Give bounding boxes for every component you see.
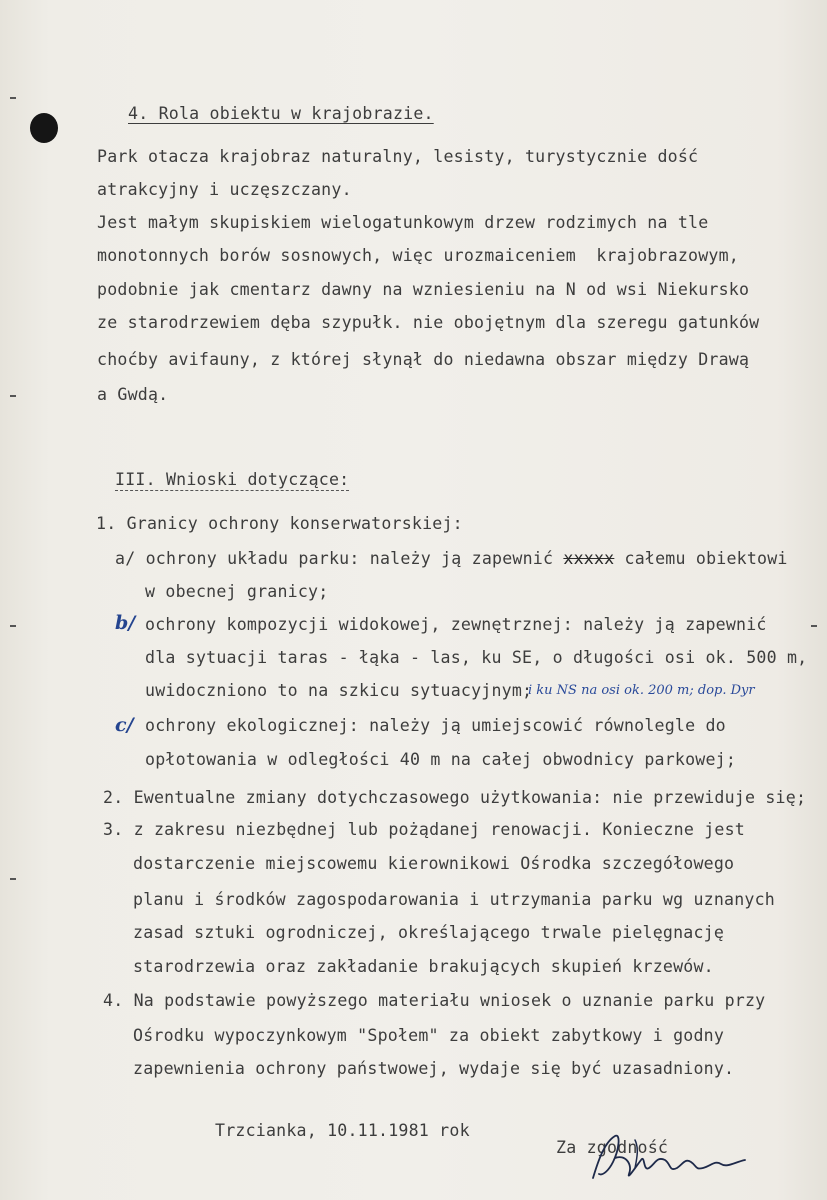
- za-zgodnosc-label: Za zgodność: [556, 1138, 669, 1157]
- item-3-line: planu i środków zagospodarowania i utrzymania parku wg uznanych: [133, 890, 775, 909]
- handwritten-addition: i ku NS na osi ok. 200 m; dop. Dyr: [528, 683, 755, 698]
- item-4-line: 4. Na podstawie powyższego materiału wniosek o uznanie parku przy: [103, 991, 766, 1010]
- item-4-line: zapewnienia ochrony państwowej, wydaje się być uzasadniony.: [133, 1059, 735, 1078]
- item-3-line: dostarczenie miejscowemu kierownikowi Ośrodka szczegółowego: [133, 854, 735, 873]
- item-4-line: Ośrodku wypoczynkowym "Społem" za obiekt zabytkowy i godny: [133, 1026, 725, 1045]
- section-4-heading: 4. Rola obiektu w krajobrazie.: [128, 104, 434, 123]
- section-3-heading: III. Wnioski dotyczące:: [115, 470, 350, 489]
- item-1-title: 1. Granicy ochrony konserwatorskiej:: [96, 514, 463, 533]
- margin-mark: [10, 625, 16, 627]
- paragraph-line: podobnie jak cmentarz dawny na wzniesieniu na N od wsi Niekursko: [97, 280, 750, 299]
- item-1b-line: dla sytuacji taras - łąka - las, ku SE, o długości osi ok. 500 m,: [145, 648, 808, 667]
- struck-word: xxxxx: [563, 549, 615, 568]
- item-1a-line: [115, 549, 788, 569]
- item-1a-line: w obecnej granicy;: [145, 582, 329, 601]
- item-2: 2. Ewentualne zmiany dotychczasowego użytkowania: nie przewiduje się;: [103, 788, 807, 807]
- paragraph-line: atrakcyjny i uczęszczany.: [97, 180, 352, 199]
- item-3-line: starodrzewia oraz zakładanie brakujących skupień krzewów.: [133, 957, 714, 976]
- margin-mark: [10, 395, 16, 397]
- margin-mark: [811, 625, 817, 627]
- paragraph-line: monotonnych borów sosnowych, więc urozmaiceniem krajobrazowym,: [97, 246, 739, 265]
- paragraph-line: ze starodrzewiem dęba szypułk. nie obojętnym dla szeregu gatunków: [97, 313, 760, 332]
- margin-mark: [10, 97, 16, 99]
- handwritten-b-marker: b/: [115, 612, 136, 634]
- item-1b-line: ochrony kompozycji widokowej, zewnętrznej: należy ją zapewnić: [145, 615, 767, 634]
- item-1b-line: uwidoczniono to na szkicu sytuacyjnym;: [145, 681, 533, 700]
- paragraph-line: choćby avifauny, z której słynął do niedawna obszar między Drawą: [97, 350, 750, 369]
- paragraph-line: a Gwdą.: [97, 385, 169, 404]
- item-1c-line: opłotowania w odległości 40 m na całej obwodnicy parkowej;: [145, 750, 737, 769]
- punch-hole: [30, 113, 58, 143]
- signature-image: [585, 1128, 765, 1186]
- handwritten-c-marker: c/: [115, 714, 134, 736]
- item-1a-text-end: całemu obiektowi: [624, 549, 788, 568]
- item-3-line: zasad sztuki ogrodniczej, określającego trwale pielęgnację: [133, 923, 725, 942]
- paragraph-line: Jest małym skupiskiem wielogatunkowym drzew rodzimych na tle: [97, 213, 709, 232]
- paragraph-line: Park otacza krajobraz naturalny, lesisty, turystycznie dość: [97, 147, 699, 166]
- margin-mark: [10, 878, 16, 880]
- item-1c-line: ochrony ekologicznej: należy ją umiejscowić równolegle do: [145, 716, 726, 735]
- item-3-line: 3. z zakresu niezbędnej lub pożądanej renowacji. Konieczne jest: [103, 820, 745, 839]
- item-1a-text: a/ ochrony układu parku: należy ją zapewnić: [115, 549, 554, 568]
- place-and-date: Trzcianka, 10.11.1981 rok: [215, 1121, 470, 1140]
